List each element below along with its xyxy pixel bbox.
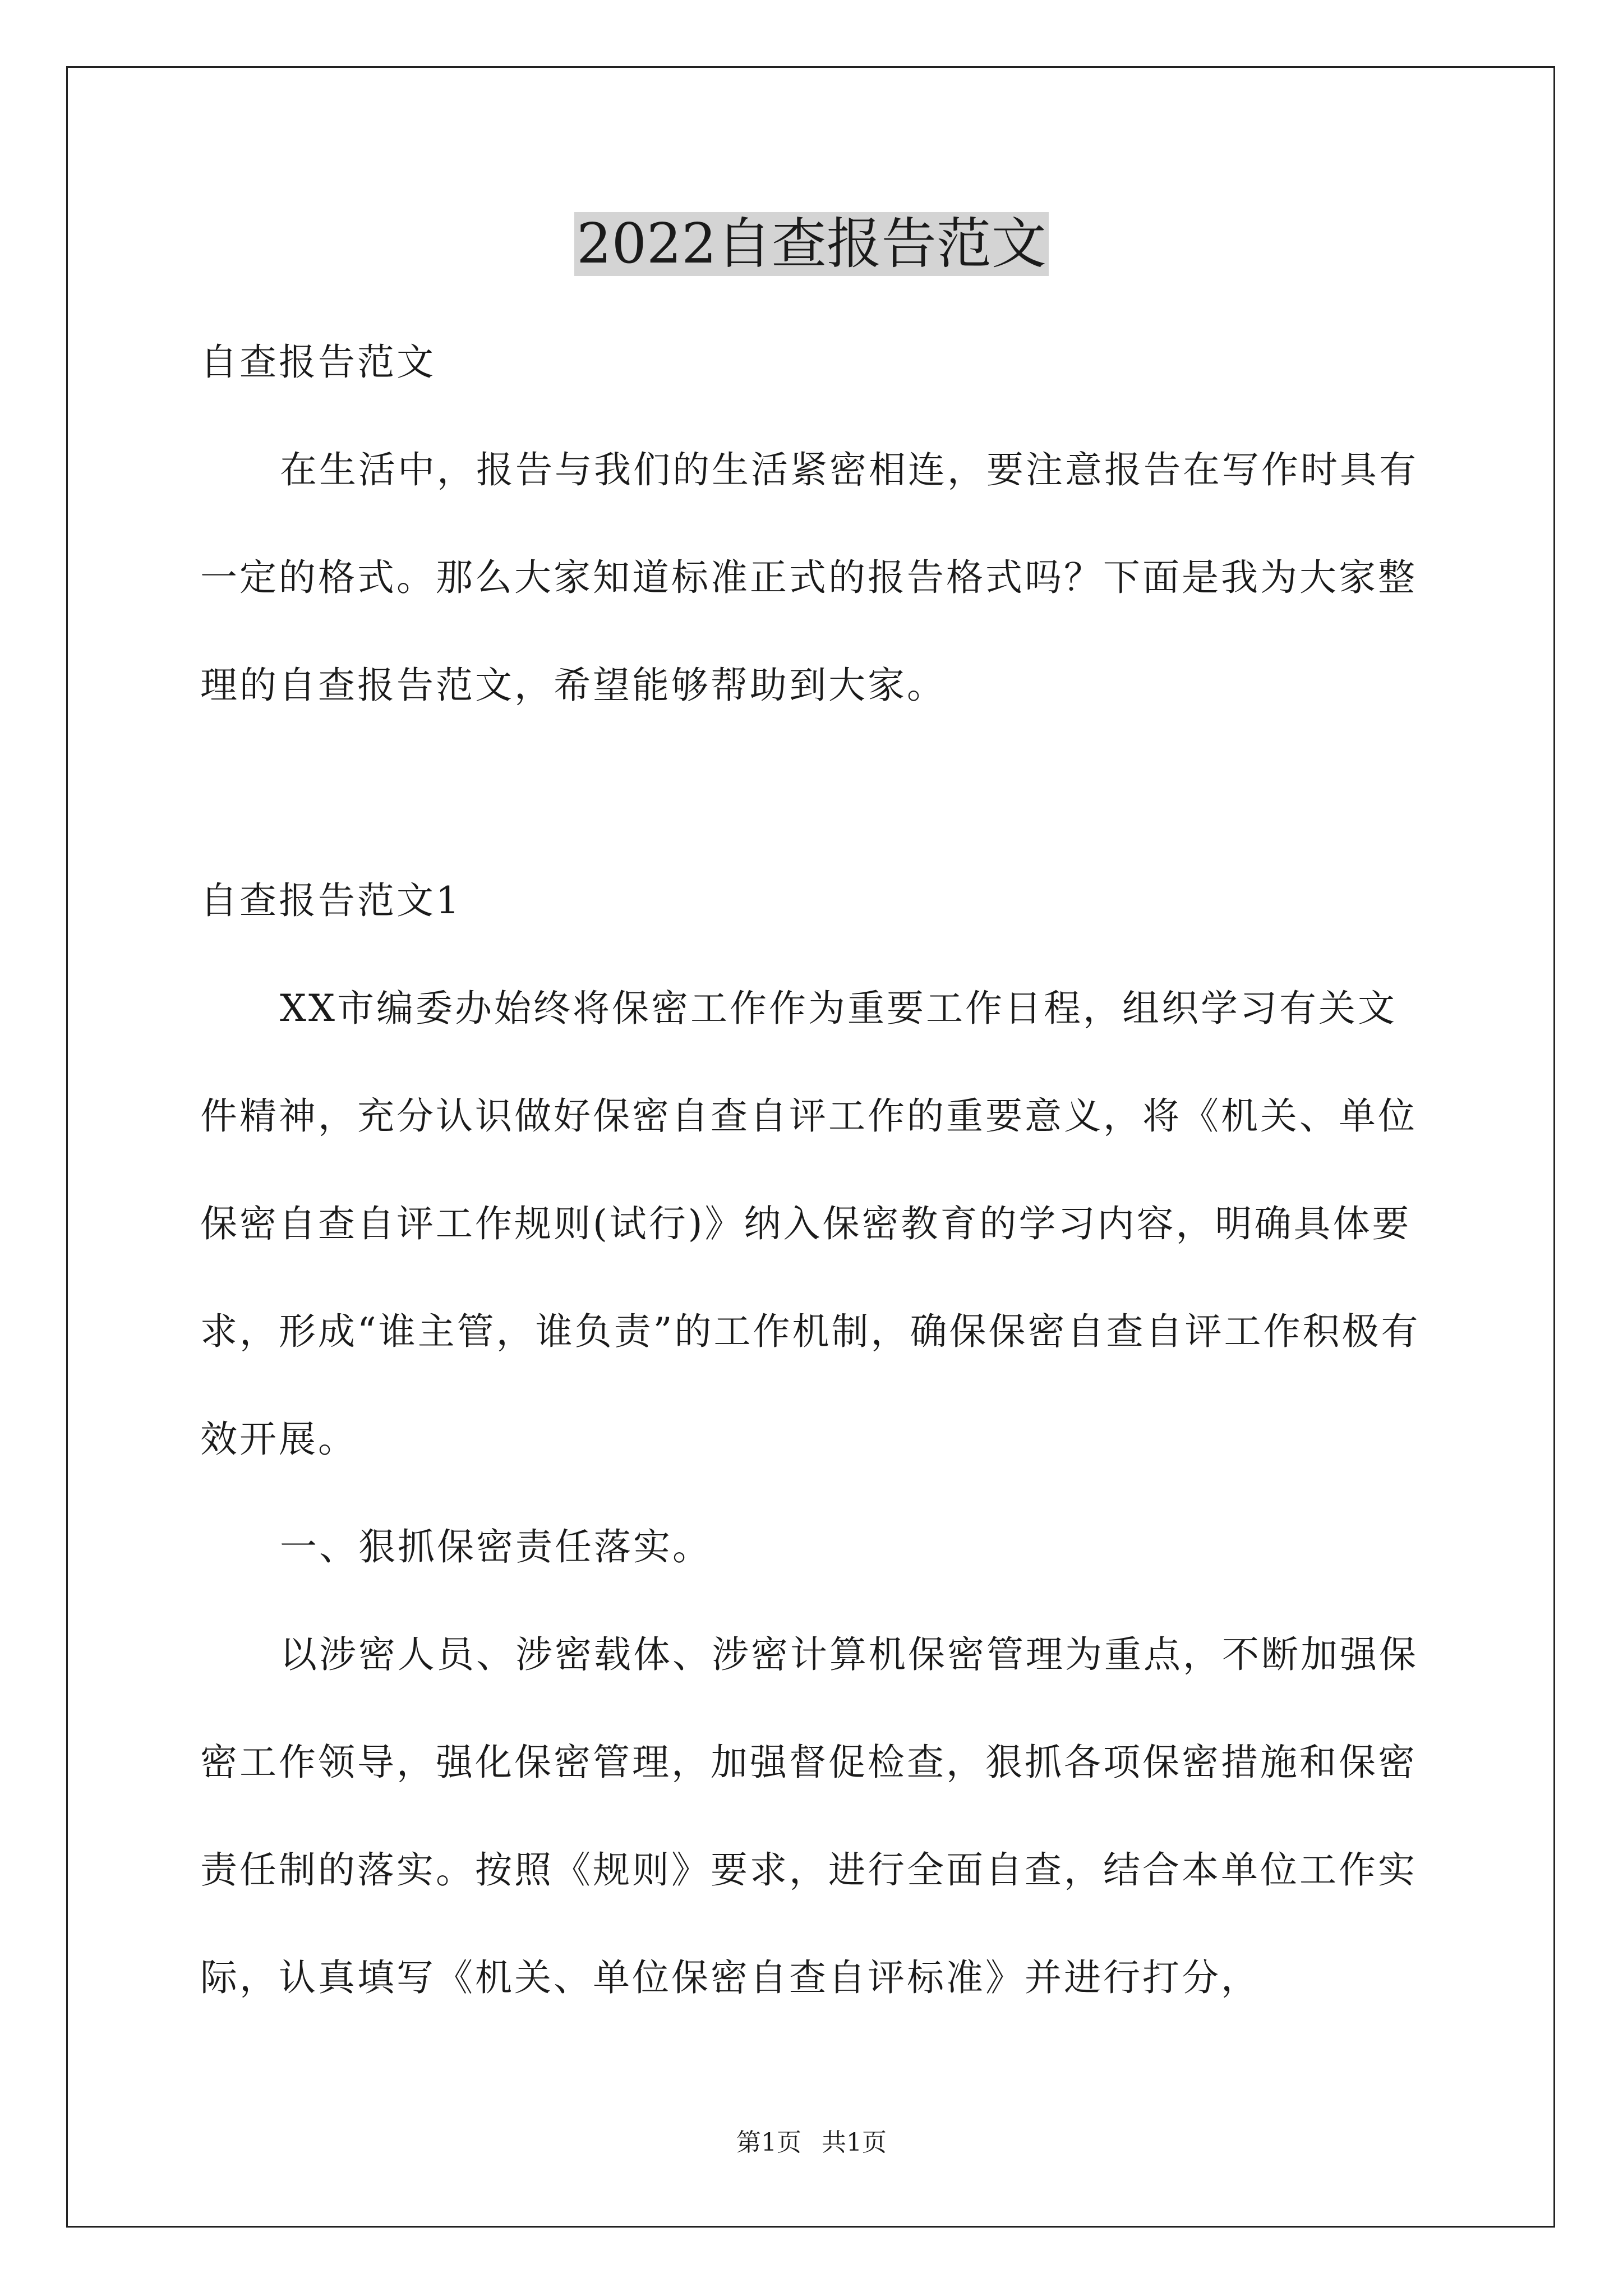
subsection-heading: 一、狠抓保密责任落实。 xyxy=(280,1525,712,1568)
document-body xyxy=(200,309,1434,2032)
section-heading: 自查报告范文 xyxy=(200,341,436,384)
blank-line xyxy=(200,739,1434,847)
document-title xyxy=(0,205,1623,283)
section-heading: 自查报告范文1 xyxy=(200,879,462,922)
body-paragraph: 以涉密人员、涉密载体、涉密计算机保密管理为重点，不断加强保密工作领导，强化保密管理，加强督促检查，狠抓各项保密措施和保密责任制的落实。按照《规则》要求，进行全面自查，结合本单位工作实际，认真填写《机关、单位保密自查自评标准》并进行打分， xyxy=(200,1633,1418,1999)
page-total: 共1页 xyxy=(822,2128,887,2157)
intro-paragraph: 在生活中，报告与我们的生活紧密相连，要注意报告在写作时具有一定的格式。那么大家知道标准正式的报告格式吗？下面是我为大家整理的自查报告范文，希望能够帮助到大家。 xyxy=(200,448,1418,707)
document-title-text: 2022自查报告范文 xyxy=(574,212,1048,276)
body-paragraph: XX市编委办始终将保密工作作为重要工作日程，组织学习有关文件精神，充分认识做好保密自查自评工作的重要意义，将《机关、单位保密自查自评工作规则(试行)》纳入保密教育的学习内容，明确具体要求，形成“谁主管，谁负责”的工作机制，确保保密自查自评工作积极有效开展。 xyxy=(200,987,1421,1461)
page-number: 第1页 xyxy=(736,2128,801,2157)
page-footer xyxy=(0,2126,1623,2160)
